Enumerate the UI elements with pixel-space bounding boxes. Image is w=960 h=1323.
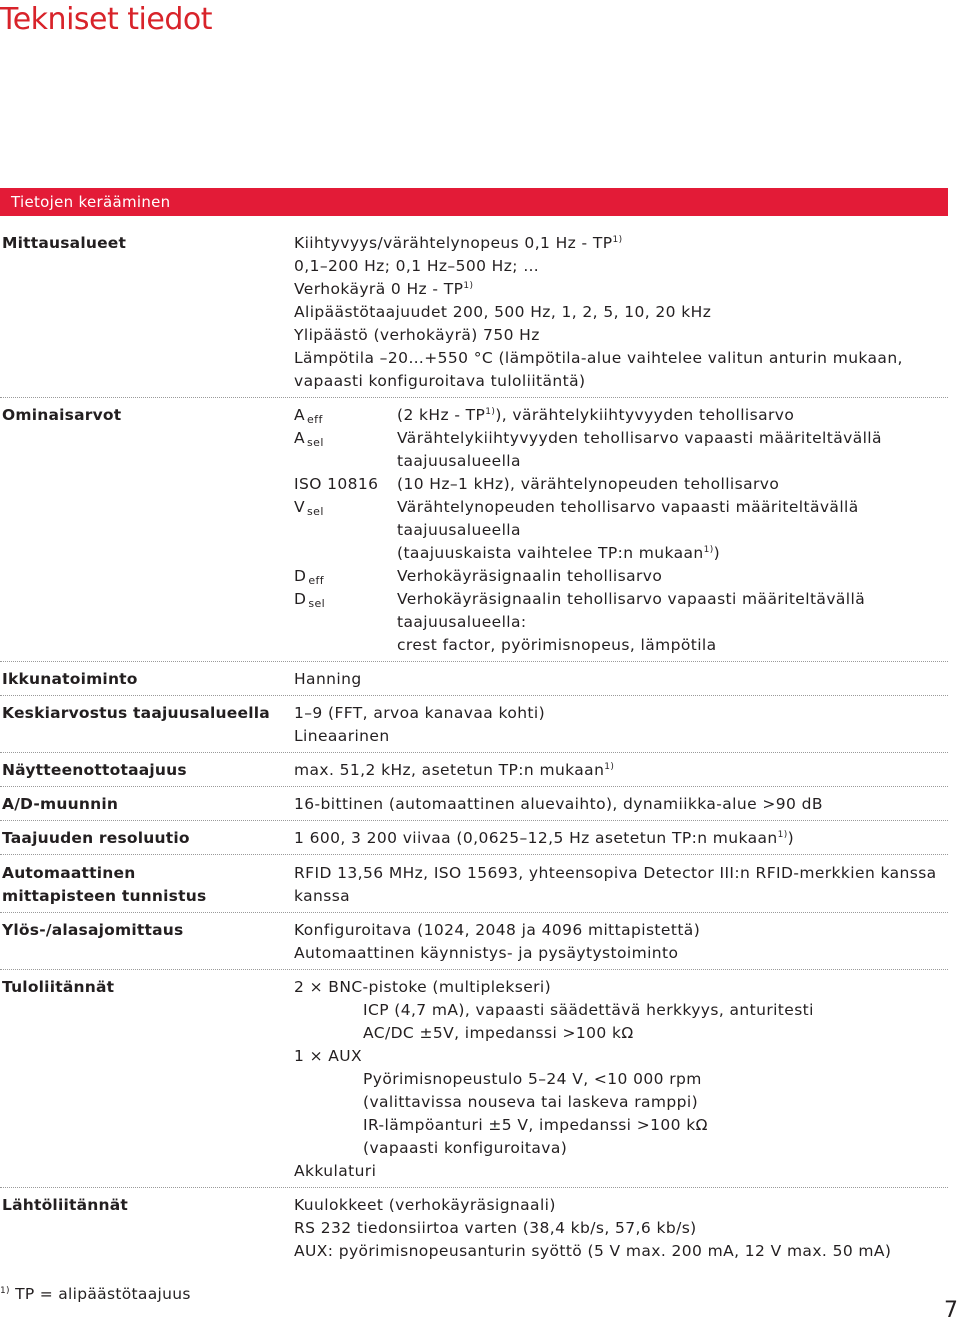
- divider: [0, 1187, 948, 1188]
- inputs-value: (valittavissa nouseva tai laskeva ramppi): [363, 1093, 699, 1111]
- symbol-d-eff: D $_{eff}$: [294, 567, 325, 587]
- measurement-ranges-line: Alipäästötaajuudet 200, 500 Hz, 1, 2, 5, 10, 20 kHz: [294, 303, 712, 321]
- measurement-ranges-line: Verhokäyrä 0 Hz - TP$^{1)}$: [294, 280, 474, 298]
- label-averaging: Keskiarvostus taajuusalueella: [2, 704, 270, 722]
- averaging-value: 1–9 (FFT, arvoa kanavaa kohti): [294, 704, 546, 722]
- outputs-value: Kuulokkeet (verhokäyräsignaali): [294, 1196, 556, 1214]
- divider: [0, 854, 948, 855]
- divider: [0, 820, 948, 821]
- auto-id-value: RFID 13,56 MHz, ISO 15693, yhteensopiva Detector III:n RFID-merkkien kanssa: [294, 864, 937, 882]
- label-resolution: Taajuuden resoluutio: [2, 829, 190, 847]
- label-adc: A/D-muunnin: [2, 795, 119, 813]
- divider: [0, 786, 948, 787]
- d-eff-description: Verhokäyräsignaalin tehollisarvo: [397, 567, 663, 585]
- inputs-value: 1 × AUX: [294, 1047, 363, 1065]
- d-sel-description: Verhokäyräsignaalin tehollisarvo vapaasti määriteltävällä: [397, 590, 866, 608]
- inputs-value: ICP (4,7 mA), vapaasti säädettävä herkkyys, anturitesti: [363, 1001, 814, 1019]
- run-up-value: Konfiguroitava (1024, 2048 ja 4096 mittapistettä): [294, 921, 701, 939]
- resolution-value: 1 600, 3 200 viivaa (0,0625–12,5 Hz asetetun TP:n mukaan$^{1)}$): [294, 829, 795, 847]
- d-sel-description: crest factor, pyörimisnopeus, lämpötila: [397, 636, 717, 654]
- section-title: Tietojen kerääminen: [11, 193, 171, 211]
- measurement-ranges-line: vapaasti konfiguroitava tuloliitäntä): [294, 372, 586, 390]
- label-sampling: Näytteenottotaajuus: [2, 761, 187, 779]
- sampling-value: max. 51,2 kHz, asetetun TP:n mukaan$^{1)}$: [294, 761, 615, 779]
- v-sel-description: Värähtelynopeuden tehollisarvo vapaasti määriteltävällä: [397, 498, 859, 516]
- v-sel-description: (taajuuskaista vaihtelee TP:n mukaan$^{1)}$): [397, 544, 721, 562]
- divider: [0, 752, 948, 753]
- label-window-function: Ikkunatoiminto: [2, 670, 138, 688]
- inputs-value: 2 × BNC-pistoke (multiplekseri): [294, 978, 552, 996]
- run-up-value: Automaattinen käynnistys- ja pysäytystoiminto: [294, 944, 679, 962]
- window-function-value: Hanning: [294, 670, 362, 688]
- symbol-iso: ISO 10816: [294, 475, 379, 493]
- a-eff-description: (2 kHz - TP$^{1)}$), värähtelykiihtyvyyden tehollisarvo: [397, 406, 795, 424]
- symbol-v-sel: V $_{sel}$: [294, 498, 324, 518]
- v-sel-description: taajuusalueella: [397, 521, 521, 539]
- adc-value: 16-bittinen (automaattinen aluevaihto), dynamiikka-alue >90 dB: [294, 795, 823, 813]
- iso-description: (10 Hz–1 kHz), värähtelynopeuden tehollisarvo: [397, 475, 780, 493]
- measurement-ranges-line: Lämpötila –20…+550 °C (lämpötila-alue vaihtelee valitun anturin mukaan,: [294, 349, 903, 367]
- section-banner: [0, 188, 948, 216]
- label-auto-id: mittapisteen tunnistus: [2, 887, 207, 905]
- a-sel-description: taajuusalueella: [397, 452, 521, 470]
- symbol-a-eff: A $_{eff}$: [294, 406, 323, 426]
- a-sel-description: Värähtelykiihtyvyyden tehollisarvo vapaasti määriteltävällä: [397, 429, 882, 447]
- measurement-ranges-line: Kiihtyvyys/värähtelynopeus 0,1 Hz - TP$^{1)}$: [294, 234, 623, 252]
- divider: [0, 397, 948, 398]
- measurement-ranges-line: Ylipäästö (verhokäyrä) 750 Hz: [294, 326, 540, 344]
- measurement-ranges-line: 0,1–200 Hz; 0,1 Hz–500 Hz; …: [294, 257, 540, 275]
- inputs-value: (vapaasti konfiguroitava): [363, 1139, 568, 1157]
- averaging-value: Lineaarinen: [294, 727, 390, 745]
- footnote: $^{1)}$ TP = alipäästötaajuus: [0, 1285, 191, 1303]
- page-title: Tekniset tiedot: [0, 2, 213, 37]
- label-characteristics: Ominaisarvot: [2, 406, 122, 424]
- label-measurement-ranges: Mittausalueet: [2, 234, 127, 252]
- outputs-value: RS 232 tiedonsiirtoa varten (38,4 kb/s, 57,6 kb/s): [294, 1219, 697, 1237]
- page-number: 7: [944, 1298, 958, 1323]
- label-inputs: Tuloliitännät: [2, 978, 115, 996]
- divider: [0, 912, 948, 913]
- d-sel-description: taajuusalueella:: [397, 613, 527, 631]
- auto-id-value: kanssa: [294, 887, 351, 905]
- inputs-value: IR-lämpöanturi ±5 V, impedanssi >100 kΩ: [363, 1116, 708, 1134]
- symbol-d-sel: D $_{sel}$: [294, 590, 326, 610]
- label-run-up: Ylös-/alasajomittaus: [2, 921, 184, 939]
- divider: [0, 695, 948, 696]
- divider: [0, 661, 948, 662]
- label-auto-id: Automaattinen: [2, 864, 136, 882]
- outputs-value: AUX: pyörimisnopeusanturin syöttö (5 V max. 200 mA, 12 V max. 50 mA): [294, 1242, 892, 1260]
- inputs-value: Pyörimisnopeustulo 5–24 V, <10 000 rpm: [363, 1070, 702, 1088]
- divider: [0, 969, 948, 970]
- inputs-value: AC/DC ±5V, impedanssi >100 kΩ: [363, 1024, 634, 1042]
- symbol-a-sel: A $_{sel}$: [294, 429, 324, 449]
- inputs-value: Akkulaturi: [294, 1162, 377, 1180]
- label-outputs: Lähtöliitännät: [2, 1196, 128, 1214]
